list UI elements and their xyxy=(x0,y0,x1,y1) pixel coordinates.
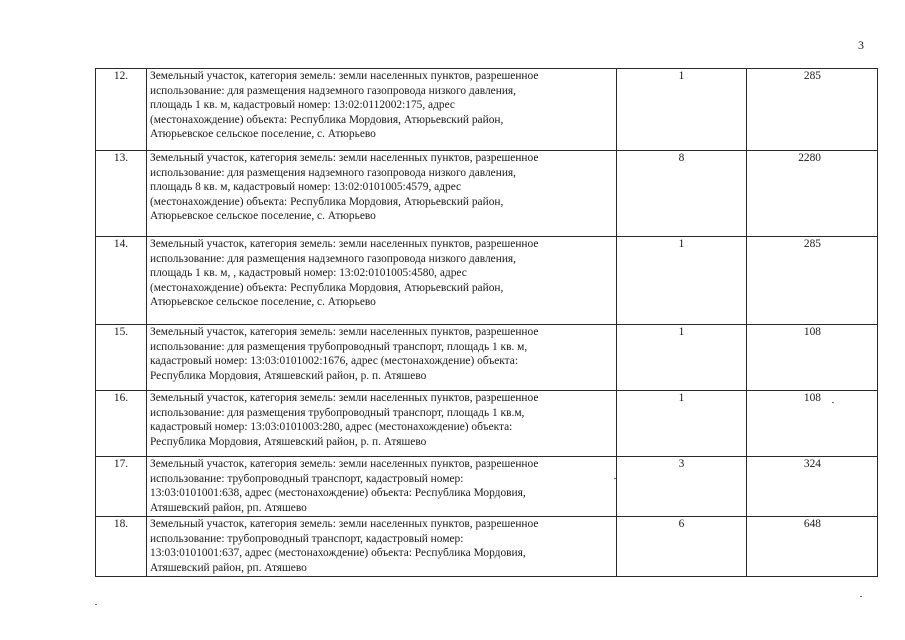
table-row xyxy=(96,457,878,517)
row-number-cell: 16. xyxy=(96,391,147,457)
description-line: Земельный участок, категория земель: земли населенных пунктов, разрешенное xyxy=(150,392,539,404)
description-line: площадь 1 кв. м, , кадастровый номер: 13:02:0101005:4580, адрес xyxy=(150,267,467,280)
scan-speck xyxy=(860,596,862,597)
row-number-cell: 17. xyxy=(96,457,147,517)
amount-cell: 108 xyxy=(747,325,878,391)
table-row xyxy=(96,517,878,577)
description-line: Республика Мордовия, Атяшевский район, р. п. Атяшево xyxy=(150,369,427,382)
description-line: Атюрьевское сельское поселение, с. Атюрьево xyxy=(150,210,376,223)
description-line: использование: для размещения надземного газопровода низкого давления, xyxy=(150,84,517,97)
area-cell: 6 xyxy=(617,517,747,577)
land-plots-table xyxy=(95,68,878,577)
row-number-cell: 13. xyxy=(96,151,147,237)
table-row xyxy=(96,237,878,325)
area-cell: 8 xyxy=(617,151,747,237)
description-line: Земельный участок, категория земель: земли населенных пунктов, разрешенное xyxy=(150,326,539,338)
scan-speck xyxy=(832,402,834,403)
description-line: использование: трубопроводный транспорт, кадастровый номер: xyxy=(150,532,464,545)
scan-speck xyxy=(614,478,616,479)
description-line: Атяшевский район, рп. Атяшево xyxy=(150,561,307,574)
page-number: 3 xyxy=(858,38,864,52)
description-line: Земельный участок, категория земель: земли населенных пунктов, разрешенное xyxy=(150,238,539,250)
area-cell: 3 xyxy=(617,457,747,517)
scan-speck xyxy=(95,604,97,605)
description-line: Земельный участок, категория земель: земли населенных пунктов, разрешенное xyxy=(150,152,539,164)
amount-cell: 2280 xyxy=(747,151,878,237)
description-line: площадь 1 кв. м, кадастровый номер: 13:02:0112002:175, адрес xyxy=(150,99,455,112)
description-line: Земельный участок, категория земель: земли населенных пунктов, разрешенное xyxy=(150,458,539,470)
description-line: кадастровый номер: 13:03:0101002:1676, адрес (местонахождение) объекта: xyxy=(150,355,518,368)
description-line: (местонахождение) объекта: Республика Мордовия, Атюрьевский район, xyxy=(150,113,504,126)
description-line: использование: для размещения надземного газопровода низкого давления, xyxy=(150,166,517,179)
amount-cell: 108 xyxy=(747,391,878,457)
description-line: Атюрьевское сельское поселение, с. Атюрьево xyxy=(150,296,376,309)
description-line: площадь 8 кв. м, кадастровый номер: 13:02:0101005:4579, адрес xyxy=(150,181,462,194)
amount-cell: 324 xyxy=(747,457,878,517)
area-cell: 1 xyxy=(617,325,747,391)
description-line: (местонахождение) объекта: Республика Мордовия, Атюрьевский район, xyxy=(150,195,504,208)
plot-description-cell xyxy=(147,69,617,151)
area-cell: 1 xyxy=(617,391,747,457)
area-cell: 1 xyxy=(617,69,747,151)
description-line: Атюрьевское сельское поселение, с. Атюрьево xyxy=(150,128,376,141)
table-body xyxy=(96,69,878,577)
plot-description-cell xyxy=(147,151,617,237)
row-number-cell: 15. xyxy=(96,325,147,391)
amount-cell: 285 xyxy=(747,237,878,325)
description-line: Республика Мордовия, Атяшевский район, р. п. Атяшево xyxy=(150,435,427,448)
description-line: 13:03:0101001:637, адрес (местонахождение) объекта: Республика Мордовия, xyxy=(150,547,526,560)
description-line: Земельный участок, категория земель: земли населенных пунктов, разрешенное xyxy=(150,70,539,82)
description-line: (местонахождение) объекта: Республика Мордовия, Атюрьевский район, xyxy=(150,281,504,294)
description-line: использование: для размещения надземного газопровода низкого давления, xyxy=(150,252,517,265)
plot-description-cell xyxy=(147,325,617,391)
description-line: использование: для размещения трубопроводный транспорт, площадь 1 кв. м, xyxy=(150,340,528,353)
plot-description-cell xyxy=(147,517,617,577)
plot-description-cell xyxy=(147,391,617,457)
description-line: кадастровый номер: 13:03:0101003:280, адрес (местонахождение) объекта: xyxy=(150,421,513,434)
row-number-cell: 18. xyxy=(96,517,147,577)
table-row xyxy=(96,391,878,457)
amount-cell: 285 xyxy=(747,69,878,151)
row-number-cell: 12. xyxy=(96,69,147,151)
plot-description-cell xyxy=(147,237,617,325)
table-row xyxy=(96,325,878,391)
description-line: Атяшевский район, рп. Атяшево xyxy=(150,501,307,514)
amount-cell: 648 xyxy=(747,517,878,577)
row-number-cell: 14. xyxy=(96,237,147,325)
description-line: Земельный участок, категория земель: земли населенных пунктов, разрешенное xyxy=(150,518,539,530)
table-row xyxy=(96,69,878,151)
plot-description-cell xyxy=(147,457,617,517)
table-row xyxy=(96,151,878,237)
description-line: 13:03:0101001:638, адрес (местонахождение) объекта: Республика Мордовия, xyxy=(150,487,526,500)
area-cell: 1 xyxy=(617,237,747,325)
description-line: использование: трубопроводный транспорт, кадастровый номер: xyxy=(150,472,464,485)
description-line: использование: для размещения трубопроводный транспорт, площадь 1 кв.м, xyxy=(150,406,525,419)
